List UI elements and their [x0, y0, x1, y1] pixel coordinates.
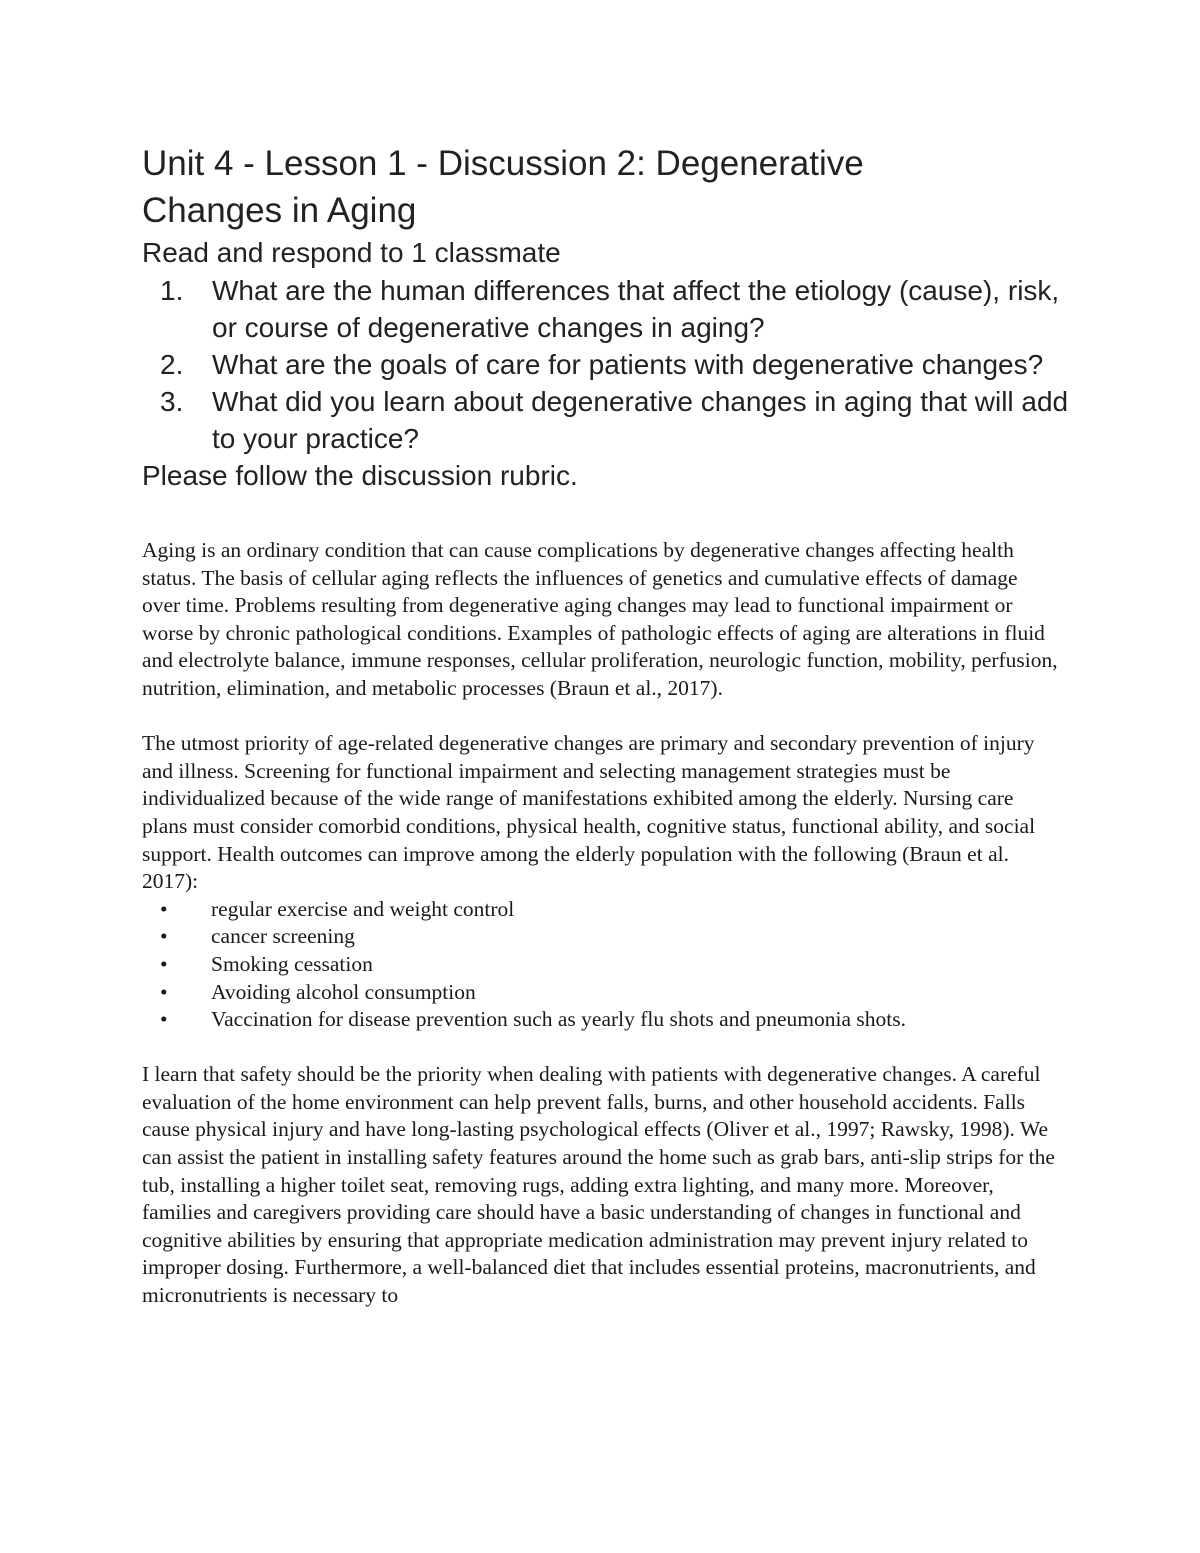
- document-page: [142, 140, 1072, 1337]
- bullet-icon: •: [160, 979, 168, 1004]
- document-title: [142, 140, 1072, 234]
- question-list: [142, 272, 1072, 457]
- bullet-item: [142, 923, 1072, 951]
- bullet-item: [142, 979, 1072, 1007]
- bullet-text: Smoking cessation: [211, 951, 373, 976]
- question-number: 1.: [160, 275, 184, 306]
- body-paragraph-2: The utmost priority of age-related degenerative changes are primary and secondary prevention of injury and illness. Screening for functional impairment and selecting management strategies must be individualized because of the wide range of manifestations exhibited among the elderly. Nursing care plans must consider comorbid conditions, physical health, cognitive status, functional ability, and social support. Health outcomes can improve among the elderly population with the following (Braun et al. 2017):: [142, 731, 1036, 894]
- bullet-list: [142, 896, 1072, 1034]
- question-number: 3.: [160, 386, 184, 417]
- instruction-subtitle: Read and respond to 1 classmate: [142, 237, 561, 268]
- question-item: [142, 272, 1072, 346]
- title-line-1: Unit 4 - Lesson 1 - Discussion 2: Degenerative: [142, 144, 864, 183]
- bullet-text: Vaccination for disease prevention such as yearly flu shots and pneumonia shots.: [211, 1007, 906, 1032]
- title-line-2: Changes in Aging: [142, 191, 417, 230]
- body-paragraph-3: I learn that safety should be the priority when dealing with patients with degenerative changes. A careful evaluation of the home environment can help prevent falls, burns, and other household accidents. Falls cause physical injury and have long-lasting psychological effects (Oliver et al., 1997; Rawsky, 1998). We can assist the patient in installing safety features around the home such as grab bars, anti-slip strips for the tub, installing a higher toilet seat, removing rugs, adding extra lighting, and many more. Moreover, families and caregivers providing care should have a basic understanding of changes in functional and cognitive abilities by ensuring that appropriate medication administration may prevent injury related to improper dosing. Furthermore, a well-balanced diet that includes essential proteins, macronutrients, and micronutrients is necessary to: [142, 1062, 1055, 1308]
- bullet-icon: •: [160, 951, 168, 976]
- bullet-icon: •: [160, 896, 168, 921]
- bullet-item: [142, 951, 1072, 979]
- body-paragraph-1: Aging is an ordinary condition that can cause complications by degenerative changes affecting health status. The basis of cellular aging reflects the influences of genetics and cumulative effects of damage over time. Problems resulting from degenerative aging changes may lead to functional impairment or worse by chronic pathological conditions. Examples of pathologic effects of aging are alterations in fluid and electrolyte balance, immune responses, cellular proliferation, neurologic function, mobility, perfusion, nutrition, elimination, and metabolic processes (Braun et al., 2017).: [142, 538, 1058, 700]
- question-item: [142, 346, 1072, 383]
- bullet-item: [142, 1006, 1072, 1034]
- question-number: 2.: [160, 349, 184, 380]
- bullet-item: [142, 896, 1072, 924]
- question-text: What are the goals of care for patients with degenerative changes?: [212, 349, 1044, 380]
- bullet-icon: •: [160, 1007, 168, 1032]
- bullet-text: Avoiding alcohol consumption: [211, 979, 476, 1004]
- bullet-text: cancer screening: [211, 924, 355, 949]
- bullet-icon: •: [160, 924, 168, 949]
- question-item: [142, 383, 1072, 457]
- question-text: What did you learn about degenerative changes in aging that will add to your practice?: [212, 386, 1069, 454]
- question-text: What are the human differences that affect the etiology (cause), risk, or course of degenerative changes in aging?: [212, 275, 1060, 343]
- bullet-text: regular exercise and weight control: [211, 896, 515, 921]
- closing-instruction: Please follow the discussion rubric.: [142, 460, 578, 491]
